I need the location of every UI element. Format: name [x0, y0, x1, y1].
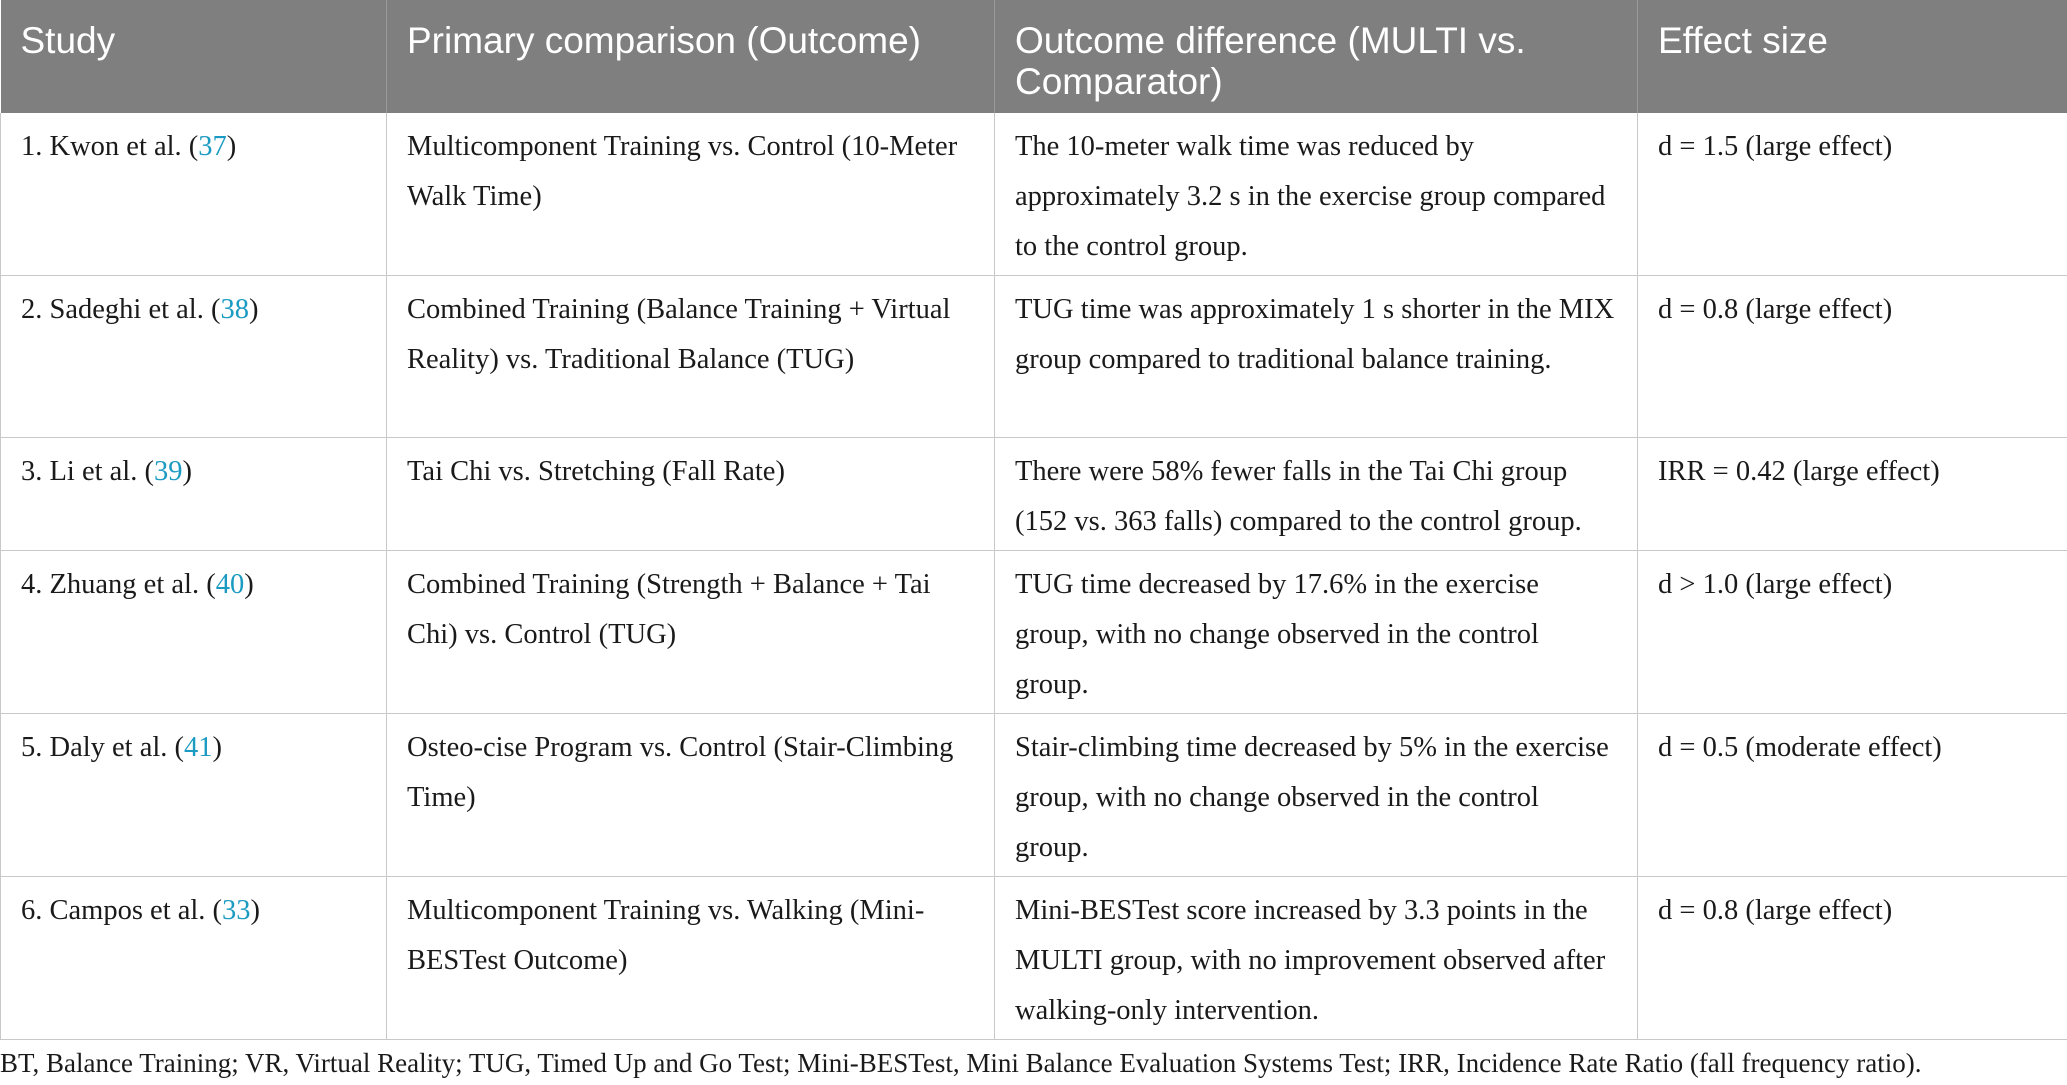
- cell-comparison: Tai Chi vs. Stretching (Fall Rate): [387, 438, 995, 551]
- cell-difference: TUG time was approximately 1 s shorter in the MIX group compared to traditional balance training.: [995, 276, 1638, 438]
- cell-study: [1, 276, 387, 438]
- reference-link[interactable]: 33: [222, 895, 251, 926]
- header-study: Study: [1, 0, 387, 113]
- cell-effect-size: d = 1.5 (large effect): [1638, 113, 2067, 276]
- study-name: 5. Daly et al. (: [21, 732, 185, 763]
- study-suffix: ): [244, 569, 254, 600]
- cell-study: [1, 113, 387, 276]
- cell-effect-size: d = 0.8 (large effect): [1638, 276, 2067, 438]
- study-name: 2. Sadeghi et al. (: [21, 294, 221, 325]
- table-row: [1, 276, 2067, 438]
- study-name: 6. Campos et al. (: [21, 895, 223, 926]
- table-footnote: BT, Balance Training; VR, Virtual Reality; TUG, Timed Up and Go Test; Mini-BESTest, Mini Balance Evaluation Systems Test; IRR, Incidence Rate Ratio (fall frequency ratio).: [0, 1048, 1922, 1078]
- reference-link[interactable]: 40: [215, 569, 245, 600]
- cell-difference: TUG time decreased by 17.6% in the exercise group, with no change observed in the control group.: [995, 551, 1638, 714]
- table-row: [1, 877, 2067, 1040]
- reference-link[interactable]: 38: [220, 294, 249, 325]
- reference-link[interactable]: 39: [153, 456, 183, 487]
- study-name: 4. Zhuang et al. (: [21, 569, 216, 600]
- cell-comparison: Multicomponent Training vs. Control (10-Meter Walk Time): [387, 113, 995, 276]
- header-primary-comparison: Primary comparison (Outcome): [387, 0, 995, 113]
- cell-difference: Stair-climbing time decreased by 5% in the exercise group, with no change observed in the control group.: [995, 714, 1638, 877]
- cell-effect-size: d > 1.0 (large effect): [1638, 551, 2067, 714]
- reference-link[interactable]: 41: [184, 732, 213, 763]
- study-suffix: ): [182, 456, 192, 487]
- cell-difference: There were 58% fewer falls in the Tai Chi group (152 vs. 363 falls) compared to the control group.: [995, 438, 1638, 551]
- cell-effect-size: IRR = 0.42 (large effect): [1638, 438, 2067, 551]
- study-name: 3. Li et al. (: [21, 456, 154, 487]
- table-row: [1, 113, 2067, 276]
- cell-comparison: Combined Training (Balance Training + Virtual Reality) vs. Traditional Balance (TUG): [387, 276, 995, 438]
- table-row: [1, 714, 2067, 877]
- header-effect-size: Effect size: [1638, 0, 2067, 113]
- cell-effect-size: d = 0.8 (large effect): [1638, 877, 2067, 1040]
- reference-link[interactable]: 37: [198, 131, 227, 162]
- table-row: [1, 551, 2067, 714]
- table-row: [1, 438, 2067, 551]
- study-suffix: ): [248, 294, 259, 325]
- study-name: 1. Kwon et al. (: [21, 131, 199, 162]
- header-row: [1, 0, 2067, 113]
- table-body: [1, 113, 2067, 1040]
- study-suffix: ): [212, 732, 223, 763]
- cell-comparison: Multicomponent Training vs. Walking (Mini-BESTest Outcome): [387, 877, 995, 1040]
- cell-comparison: Osteo-cise Program vs. Control (Stair-Climbing Time): [387, 714, 995, 877]
- cell-effect-size: d = 0.5 (moderate effect): [1638, 714, 2067, 877]
- cell-difference: Mini-BESTest score increased by 3.3 points in the MULTI group, with no improvement observed after walking-only intervention.: [995, 877, 1638, 1040]
- cell-study: [1, 877, 387, 1040]
- cell-comparison: Combined Training (Strength + Balance + Tai Chi) vs. Control (TUG): [387, 551, 995, 714]
- study-suffix: ): [226, 131, 237, 162]
- cell-study: [1, 714, 387, 877]
- cell-study: [1, 551, 387, 714]
- cell-study: [1, 438, 387, 551]
- cell-difference: The 10-meter walk time was reduced by approximately 3.2 s in the exercise group compared to the control group.: [995, 113, 1638, 276]
- header-outcome-difference: Outcome difference (MULTI vs. Comparator): [995, 0, 1638, 113]
- study-suffix: ): [250, 895, 261, 926]
- table-header: [1, 0, 2067, 113]
